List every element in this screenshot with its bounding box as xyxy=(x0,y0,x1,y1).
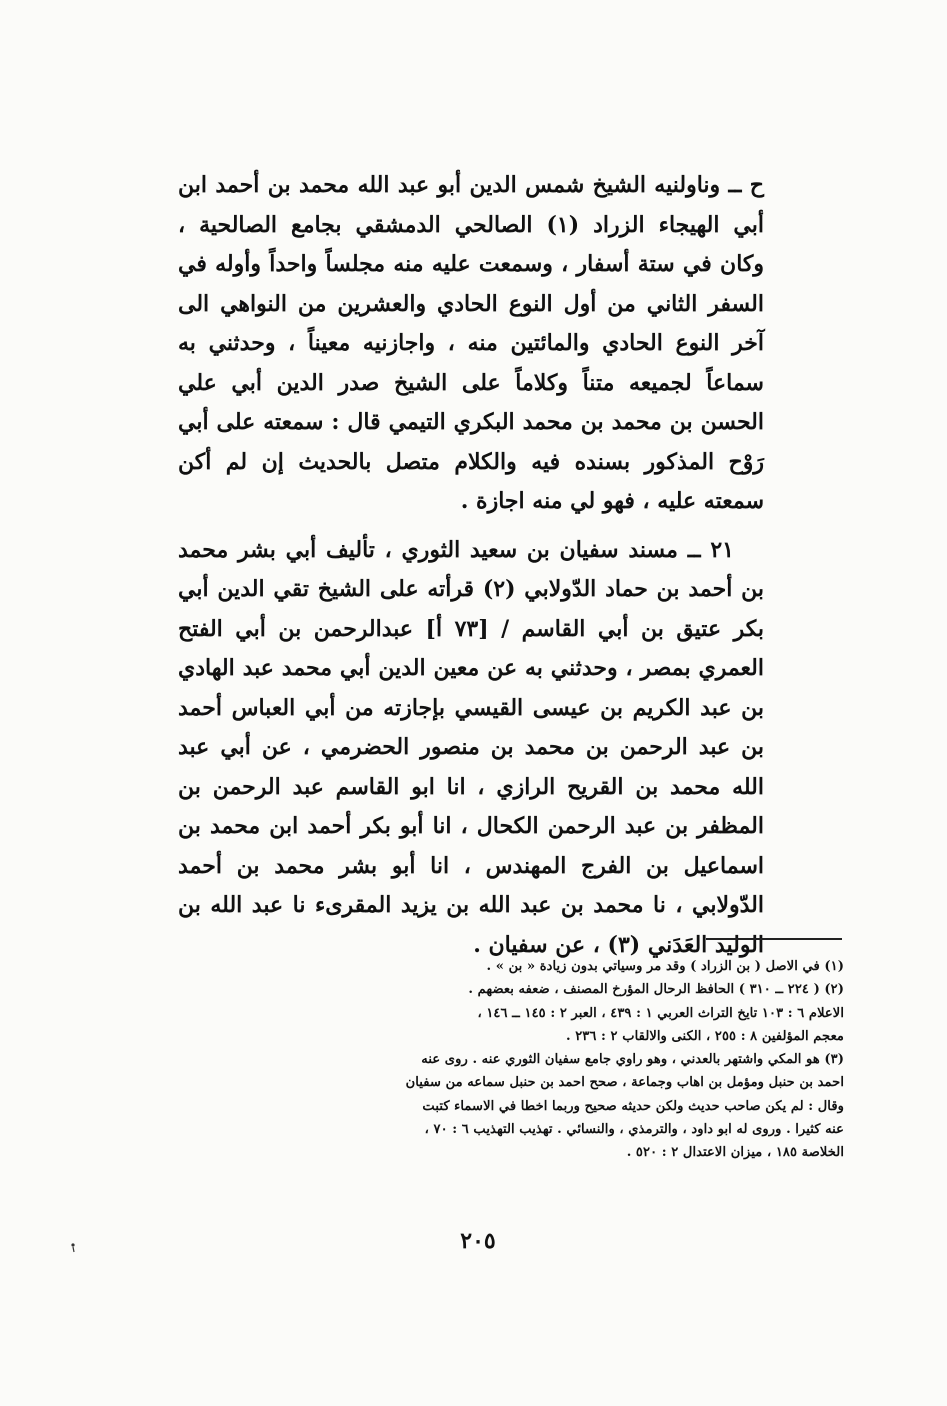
footnote-line: الاعلام ٦ : ١٠٣ تايخ التراث العربي ١ : ٤٣٩ ، العبر ٢ : ١٤٥ ــ ١٤٦ ، xyxy=(477,1005,844,1021)
footnote-line: عنه كثيرا . وروى له ابو داود ، والترمذي ، والنسائي . تهذيب التهذيب ٦ : ٧٠ ، xyxy=(424,1122,844,1138)
paragraph-transmission: ح ــ وناولنيه الشيخ شمس الدين أبو عبد الله محمد بن أحمد ابن أبي الهيجاء الزراد (١) الصالحي الدمشقي بجامع الصالحية ، وكان في ستة أسفار ، وسمعت عليه منه مجلساً واحداً وأوله في السفر الثاني من أول النوع الحادي والعشرين من النواهي الى آخر النوع الحادي والمائتين منه ، واجازنيه معيناً ، وحدثني به سماعاً لجميعه متناً وكلاماً على الشيخ صدر الدين أبي علي الحسن بن محمد بن محمد البكري التيمي قال : سمعته على أبي رَوْح المذكور بسنده فيه والكلام متصل بالحديث إن لم أكن سمعته عليه ، فهو لي منه اجازة . xyxy=(178,172,764,514)
footnote-line: الخلاصة ١٨٥ ، ميزان الاعتدال ٢ : ٥٢٠ . xyxy=(626,1145,844,1161)
footnote-line: احمد بن حنبل ومؤمل بن اهاب وجماعة ، صحح احمد بن حنبل سماعه من سفيان xyxy=(405,1075,844,1091)
footnote-divider xyxy=(706,938,842,940)
footnote-line: (٢) ( ٢٢٤ ــ ٣١٠ ) الحافظ الرحال المؤرخ المصنف ، ضعفه بعضهم . xyxy=(468,982,844,998)
footnote-line: وقال : لم يكن صاحب حديث ولكن حديثه صحيح وربما اخطا في الاسماء كتبت xyxy=(422,1098,844,1114)
footnote-line: معجم المؤلفين ٨ : ٢٥٥ ، الكنى والالقاب ٢ : ٢٣٦ . xyxy=(566,1028,844,1044)
paragraph-entry-21: ٢١ ــ مسند سفيان بن سعيد الثوري ، تأليف أبي بشر محمد بن أحمد بن حماد الدّولابي (٢) قرأته على الشيخ تقي الدين أبي بكر عتيق بن أبي القاسم / [٧٣ أ] عبدالرحمن بن أبي الفتح العمري بمصر ، وحدثني به عن معين الدين أبي محمد عبد الهادي بن عبد الكريم بن عيسى القيسي بإجازته من أبي العباس أحمد بن عبد الرحمن بن محمد بن منصور الحضرمي ، عن أبي عبد الله محمد بن القريح الرازي ، انا ابو القاسم عبد الرحمن بن المظفر بن عبد الرحمن الكحال ، انا أبو بكر أحمد ابن محمد بن اسماعيل بن الفرج المهندس ، انا أبو بشر محمد بن أحمد الدّولابي ، نا محمد بن عبد الله بن يزيد المقرىء نا عبد الله بن الوليد العَدَني (٣) ، عن سفيان . xyxy=(178,536,764,958)
footnote-line: (٣) هو المكي واشتهر بالعدني ، وهو راوي جامع سفيان الثوري عنه . روى عنه xyxy=(421,1052,844,1068)
main-text-block xyxy=(178,166,764,965)
footnote-line: (١) في الاصل ( بن الزراد ) وقد مر وسياتي بدون زيادة « بن » . xyxy=(486,959,844,974)
page-number: ٢٠٥ xyxy=(460,1228,496,1254)
footnotes xyxy=(100,955,844,1165)
margin-speck xyxy=(70,1241,78,1253)
